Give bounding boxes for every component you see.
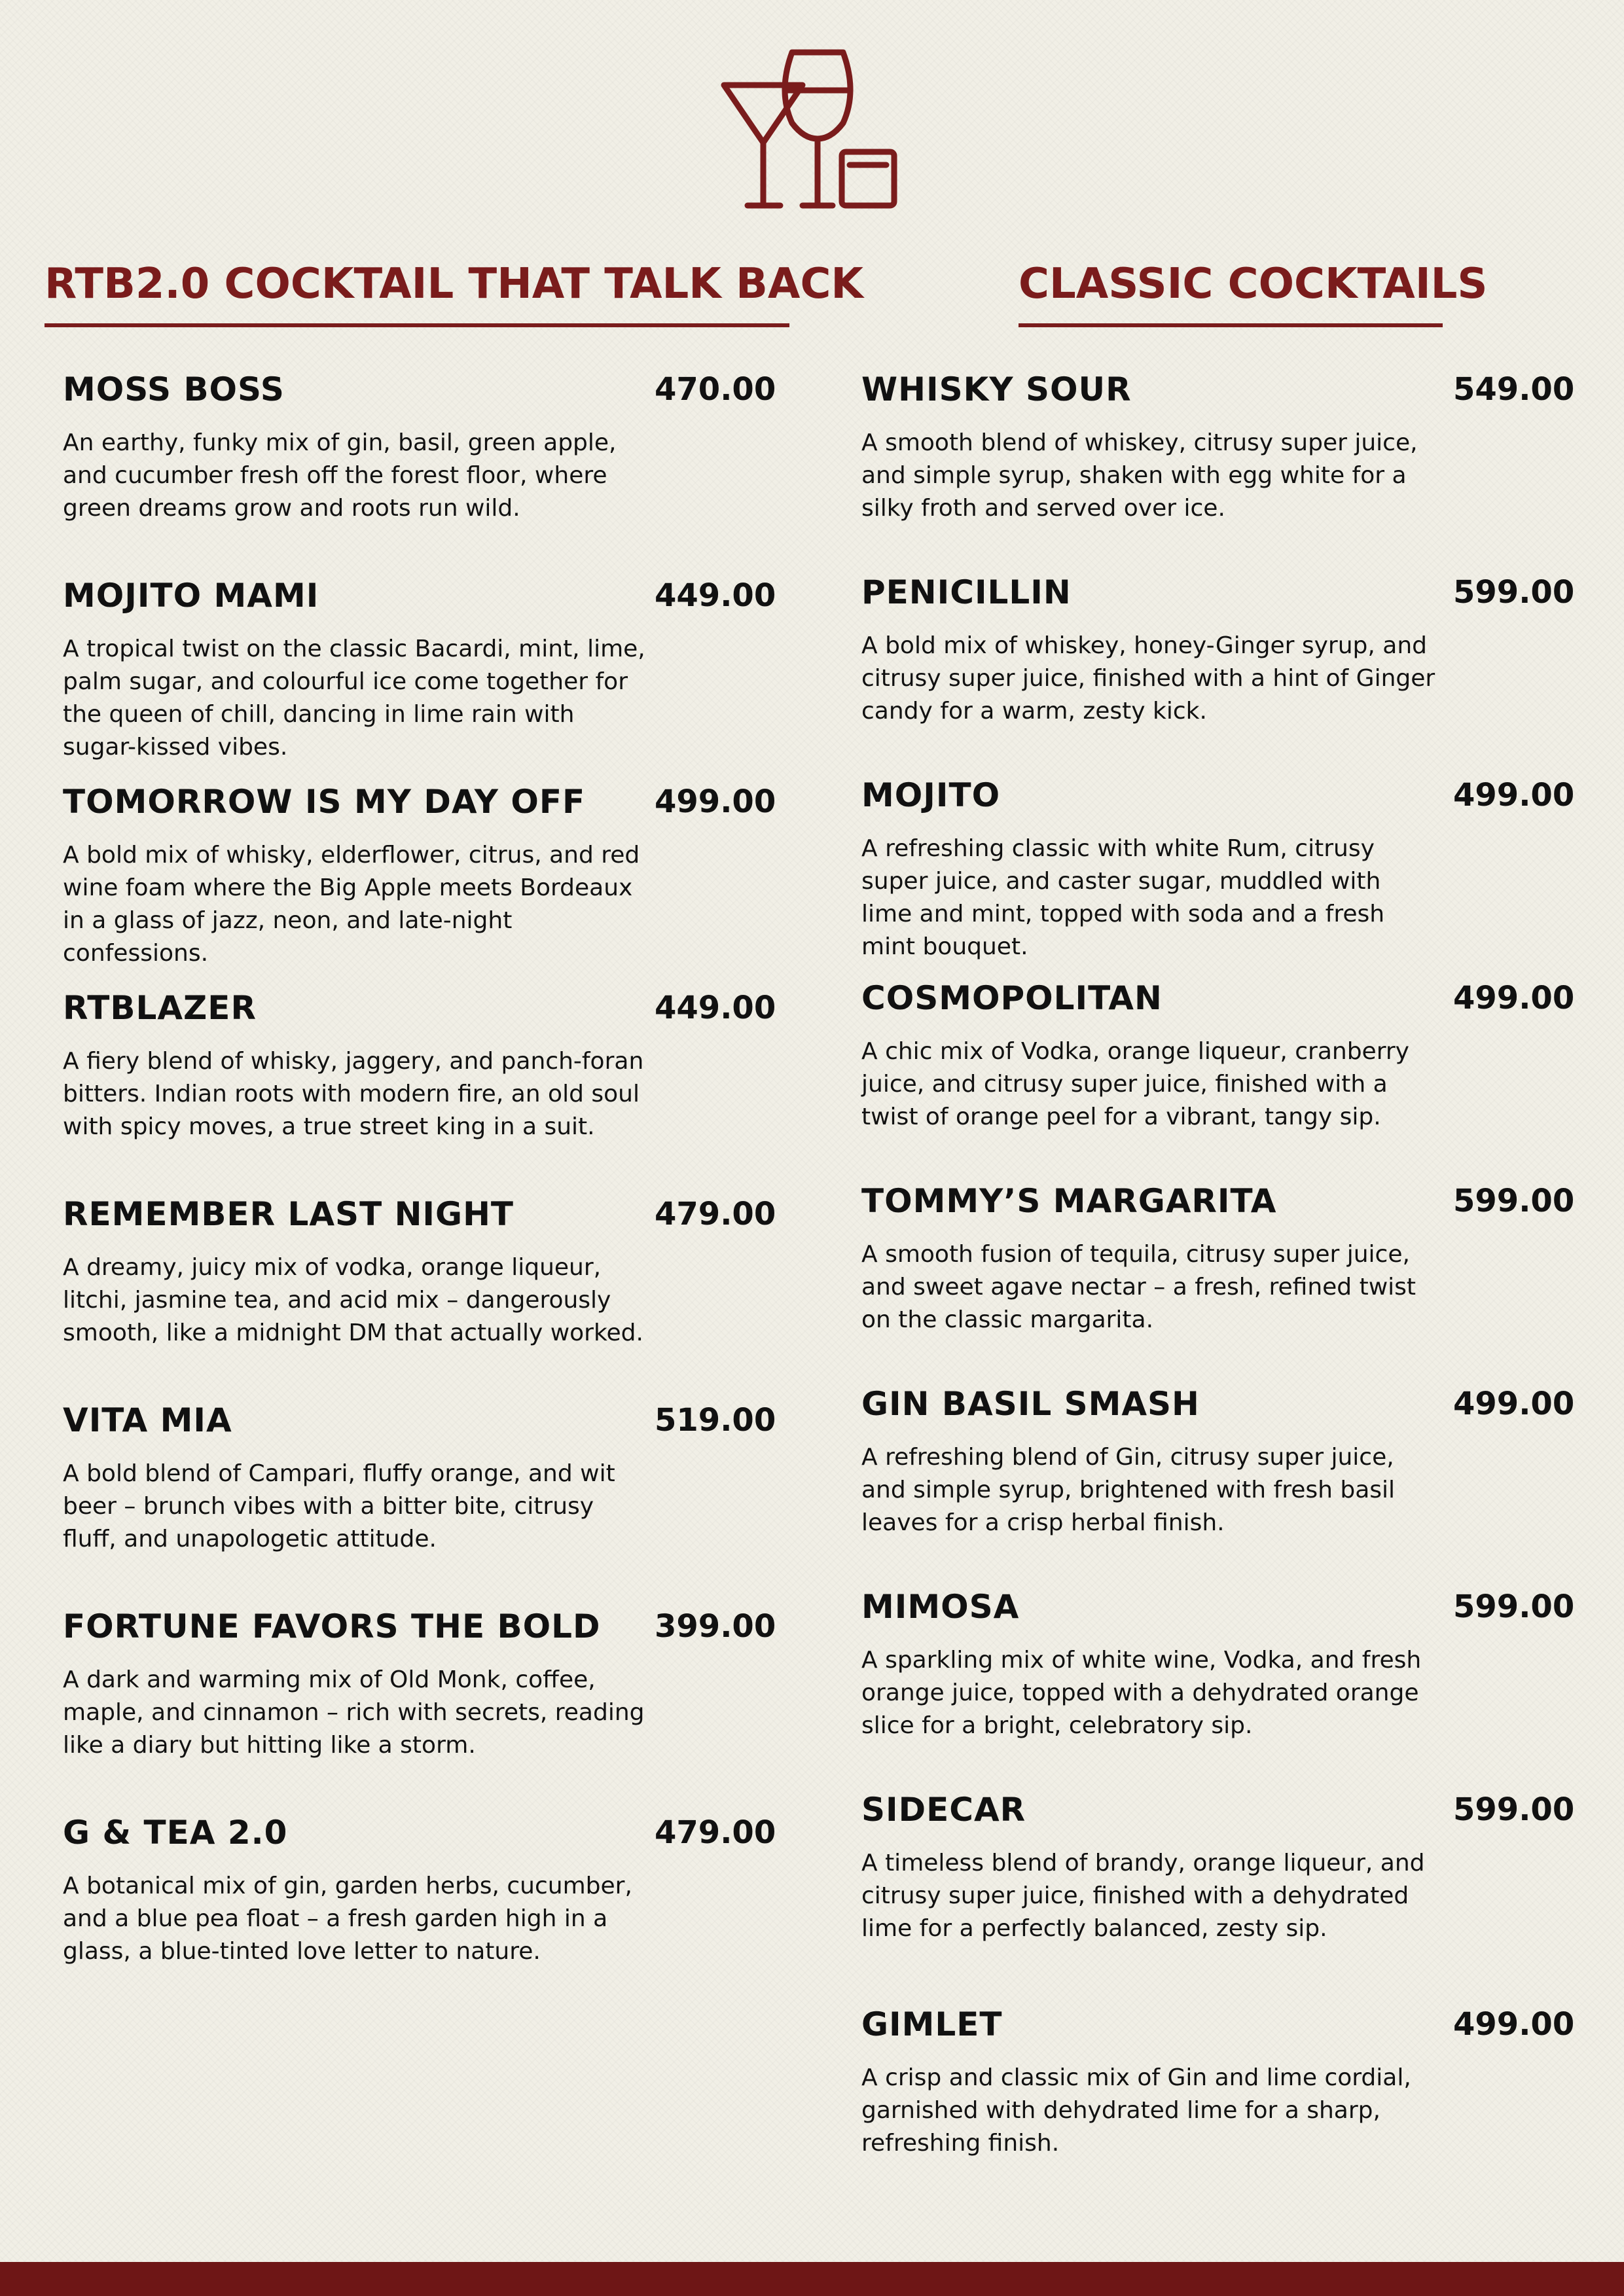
item-name: G & TEA 2.0 bbox=[63, 1814, 288, 1852]
item-name: GIMLET bbox=[861, 2005, 1003, 2043]
footer-bar bbox=[0, 2262, 1624, 2296]
item-name: MIMOSA bbox=[861, 1588, 1020, 1626]
item-description: A crisp and classic mix of Gin and lime cordial, garnished with dehydrated lime for a sharp, refreshing finish. bbox=[861, 2064, 1411, 2157]
item-name: COSMOPOLITAN bbox=[861, 979, 1163, 1017]
item-name: PENICILLIN bbox=[861, 573, 1072, 611]
item-description: A bold blend of Campari, fluffy orange, and wit beer – brunch vibes with a bitter bite, citrusy fluff, and unapologetic attitude. bbox=[63, 1460, 615, 1552]
item-description: A dark and warming mix of Old Monk, coffee, maple, and cinnamon – rich with secrets, reading like a diary but hitting like a storm. bbox=[63, 1666, 645, 1759]
section-title-signature: RTB2.0 COCKTAIL THAT TALK BACK bbox=[45, 260, 789, 327]
item-description: A bold mix of whiskey, honey-Ginger syrup, and citrusy super juice, finished with a hint of Ginger candy for a warm, zesty kick. bbox=[861, 632, 1435, 725]
item-price: 519.00 bbox=[655, 1402, 776, 1439]
item-name: RTBLAZER bbox=[63, 989, 257, 1027]
item-description: An earthy, funky mix of gin, basil, green apple, and cucumber fresh off the forest floor, where green dreams grow and roots run wild. bbox=[63, 429, 617, 522]
item-name: REMEMBER LAST NIGHT bbox=[63, 1195, 514, 1233]
item-price: 470.00 bbox=[655, 371, 776, 408]
item-price: 499.00 bbox=[1453, 980, 1575, 1016]
item-price: 499.00 bbox=[1453, 777, 1575, 814]
item-price: 499.00 bbox=[1453, 2006, 1575, 2043]
item-description: A refreshing blend of Gin, citrusy super juice, and simple syrup, brightened with fresh basil leaves for a crisp herbal finish. bbox=[861, 1444, 1396, 1536]
section-title-classic: CLASSIC COCKTAILS bbox=[1019, 260, 1443, 327]
item-name: TOMORROW IS MY DAY OFF bbox=[63, 783, 586, 821]
item-name: MOJITO MAMI bbox=[63, 577, 319, 615]
item-description: A timeless blend of brandy, orange liqueur, and citrusy super juice, finished with a dehydrated lime for a perfectly balanced, zesty sip. bbox=[861, 1850, 1425, 1942]
item-description: A smooth blend of whiskey, citrusy super juice, and simple syrup, shaken with egg white for a silky froth and served over ice. bbox=[861, 429, 1418, 522]
item-description: A sparkling mix of white wine, Vodka, and fresh orange juice, topped with a dehydrated orange slice for a bright, celebratory sip. bbox=[861, 1647, 1422, 1739]
item-price: 599.00 bbox=[1453, 574, 1575, 611]
item-price: 549.00 bbox=[1453, 371, 1575, 408]
item-description: A fiery blend of whisky, jaggery, and panch-foran bitters. Indian roots with modern fire, an old soul with spicy moves, a true street king in a suit. bbox=[63, 1048, 644, 1140]
item-description: A tropical twist on the classic Bacardi, mint, lime, palm sugar, and colourful ice come together for the queen of chill, dancing in lime rain with sugar-kissed vibes. bbox=[63, 636, 645, 761]
item-name: MOSS BOSS bbox=[63, 370, 285, 408]
item-description: A bold mix of whisky, elderflower, citrus, and red wine foam where the Big Apple meets Bordeaux in a glass of jazz, neon, and late-night confessions. bbox=[63, 842, 640, 967]
item-description: A botanical mix of gin, garden herbs, cucumber, and a blue pea float – a fresh garden high in a glass, a blue-tinted love letter to nature. bbox=[63, 1873, 632, 1965]
cocktail-glasses-icon bbox=[719, 46, 905, 216]
item-description: A smooth fusion of tequila, citrusy super juice, and sweet agave nectar – a fresh, refined twist on the classic margarita. bbox=[861, 1241, 1416, 1333]
item-price: 599.00 bbox=[1453, 1183, 1575, 1219]
item-price: 479.00 bbox=[655, 1814, 776, 1851]
item-name: TOMMY’S MARGARITA bbox=[861, 1182, 1277, 1220]
item-price: 499.00 bbox=[1453, 1386, 1575, 1422]
item-name: GIN BASIL SMASH bbox=[861, 1385, 1200, 1423]
item-price: 449.00 bbox=[655, 990, 776, 1026]
item-name: VITA MIA bbox=[63, 1401, 232, 1439]
item-name: SIDECAR bbox=[861, 1791, 1026, 1829]
item-price: 599.00 bbox=[1453, 1791, 1575, 1828]
item-price: 479.00 bbox=[655, 1196, 776, 1232]
item-price: 449.00 bbox=[655, 577, 776, 614]
item-description: A refreshing classic with white Rum, citrusy super juice, and caster sugar, muddled with lime and mint, topped with soda and a fresh mint bouquet. bbox=[861, 835, 1385, 960]
item-price: 499.00 bbox=[655, 783, 776, 820]
item-price: 399.00 bbox=[655, 1608, 776, 1645]
item-name: FORTUNE FAVORS THE BOLD bbox=[63, 1607, 601, 1645]
item-description: A chic mix of Vodka, orange liqueur, cranberry juice, and citrusy super juice, finished with a twist of orange peel for a vibrant, tangy sip. bbox=[861, 1038, 1409, 1130]
item-name: WHISKY SOUR bbox=[861, 370, 1132, 408]
item-price: 599.00 bbox=[1453, 1588, 1575, 1625]
item-name: MOJITO bbox=[861, 776, 1001, 814]
item-description: A dreamy, juicy mix of vodka, orange liqueur, litchi, jasmine tea, and acid mix – dangerously smooth, like a midnight DM that actually worked. bbox=[63, 1254, 643, 1346]
